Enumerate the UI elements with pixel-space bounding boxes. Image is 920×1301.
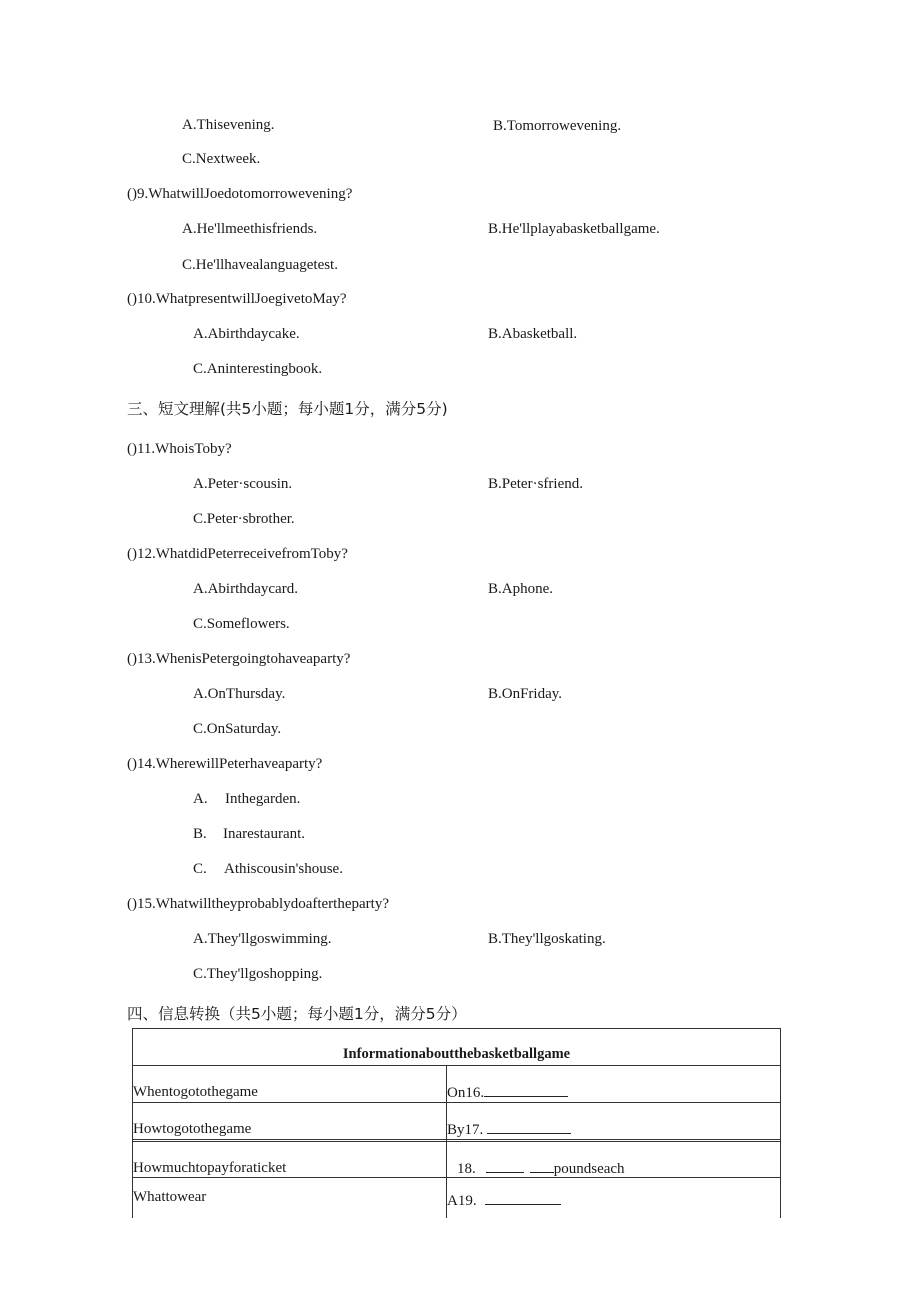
table-row-label: Whentogotothegame bbox=[133, 1084, 258, 1100]
table-rule bbox=[132, 1065, 781, 1066]
q14-option-b-letter: B. bbox=[193, 826, 207, 842]
q12-option-c: C.Someflowers. bbox=[193, 616, 290, 632]
answer-prefix: By17. bbox=[447, 1122, 484, 1138]
q14-option-b: Inarestaurant. bbox=[223, 826, 306, 842]
q9-option-c: C.He'llhavealanguagetest. bbox=[182, 257, 338, 273]
table-row-label: Howmuchtopayforaticket bbox=[133, 1160, 287, 1176]
q15-option-c: C.They'llgoshopping. bbox=[193, 966, 323, 982]
answer-blank-19[interactable] bbox=[485, 1190, 561, 1205]
q9-option-a: A.He'llmeethisfriends. bbox=[182, 221, 318, 237]
answer-suffix: poundseach bbox=[553, 1161, 625, 1177]
table-row-answer bbox=[457, 1158, 625, 1179]
answer-prefix: On16. bbox=[447, 1085, 485, 1101]
q11-option-b: B.Peter·sfriend. bbox=[488, 476, 583, 492]
answer-blank-17[interactable] bbox=[487, 1119, 571, 1134]
q13-option-b: B.OnFriday. bbox=[488, 686, 563, 702]
q10-option-c: C.Aninterestingbook. bbox=[193, 361, 323, 377]
q15-option-b: B.They'llgoskating. bbox=[488, 931, 606, 947]
q8-option-a: A.Thisevening. bbox=[182, 117, 275, 133]
answer-blank-18[interactable] bbox=[486, 1158, 524, 1173]
table-row-label: Howtogotothegame bbox=[133, 1121, 252, 1137]
q8-option-c: C.Nextweek. bbox=[182, 151, 261, 167]
table-rule bbox=[132, 1141, 781, 1142]
q13-option-a: A.OnThursday. bbox=[193, 686, 286, 702]
q12-option-a: A.Abirthdaycard. bbox=[193, 581, 298, 597]
q13-option-c: C.OnSaturday. bbox=[193, 721, 282, 737]
q8-option-b: B.Tomorrowevening. bbox=[493, 118, 622, 134]
answer-prefix: A19. bbox=[447, 1193, 477, 1209]
q12-stem: ()12.WhatdidPeterreceivefromToby? bbox=[127, 546, 348, 562]
q15-option-a: A.They'llgoswimming. bbox=[193, 931, 332, 947]
q15-stem: ()15.Whatwilltheyprobablydoaftertheparty? bbox=[127, 896, 389, 912]
answer-blank-18b[interactable] bbox=[530, 1158, 554, 1173]
info-table bbox=[132, 1028, 781, 1218]
table-row-answer bbox=[447, 1119, 571, 1140]
section-4-heading: 四、信息转换（共5小题；每小题1分，满分5分） bbox=[127, 1005, 467, 1023]
table-row-answer bbox=[447, 1190, 561, 1211]
q9-stem: ()9.WhatwillJoedotomorrowevening? bbox=[127, 186, 353, 202]
q10-stem: ()10.WhatpresentwillJoegivetoMay? bbox=[127, 291, 347, 307]
q10-option-b: B.Abasketball. bbox=[488, 326, 578, 342]
answer-blank-16[interactable] bbox=[484, 1082, 568, 1097]
q13-stem: ()13.WhenisPetergoingtohaveaparty? bbox=[127, 651, 351, 667]
table-row-label: Whattowear bbox=[133, 1189, 207, 1205]
q14-option-c: Athiscousin'shouse. bbox=[224, 861, 343, 877]
table-title: Informationaboutthebasketballgame bbox=[342, 1046, 571, 1062]
q14-option-a-letter: A. bbox=[193, 791, 208, 807]
q14-option-c-letter: C. bbox=[193, 861, 207, 877]
section-3-heading: 三、短文理解(共5小题；每小题1分，满分5分) bbox=[127, 400, 448, 418]
q10-option-a: A.Abirthdaycake. bbox=[193, 326, 300, 342]
table-row-answer bbox=[447, 1082, 568, 1103]
q11-option-a: A.Peter·scousin. bbox=[193, 476, 293, 492]
table-rule bbox=[132, 1028, 781, 1029]
q9-option-b: B.He'llplayabasketballgame. bbox=[488, 221, 660, 237]
q11-stem: ()11.WhoisToby? bbox=[127, 441, 232, 457]
answer-prefix: 18. bbox=[457, 1161, 476, 1177]
q12-option-b: B.Aphone. bbox=[488, 581, 553, 597]
q11-option-c: C.Peter·sbrother. bbox=[193, 511, 295, 527]
q14-stem: ()14.WherewillPeterhaveaparty? bbox=[127, 756, 323, 772]
q14-option-a: Inthegarden. bbox=[225, 791, 301, 807]
